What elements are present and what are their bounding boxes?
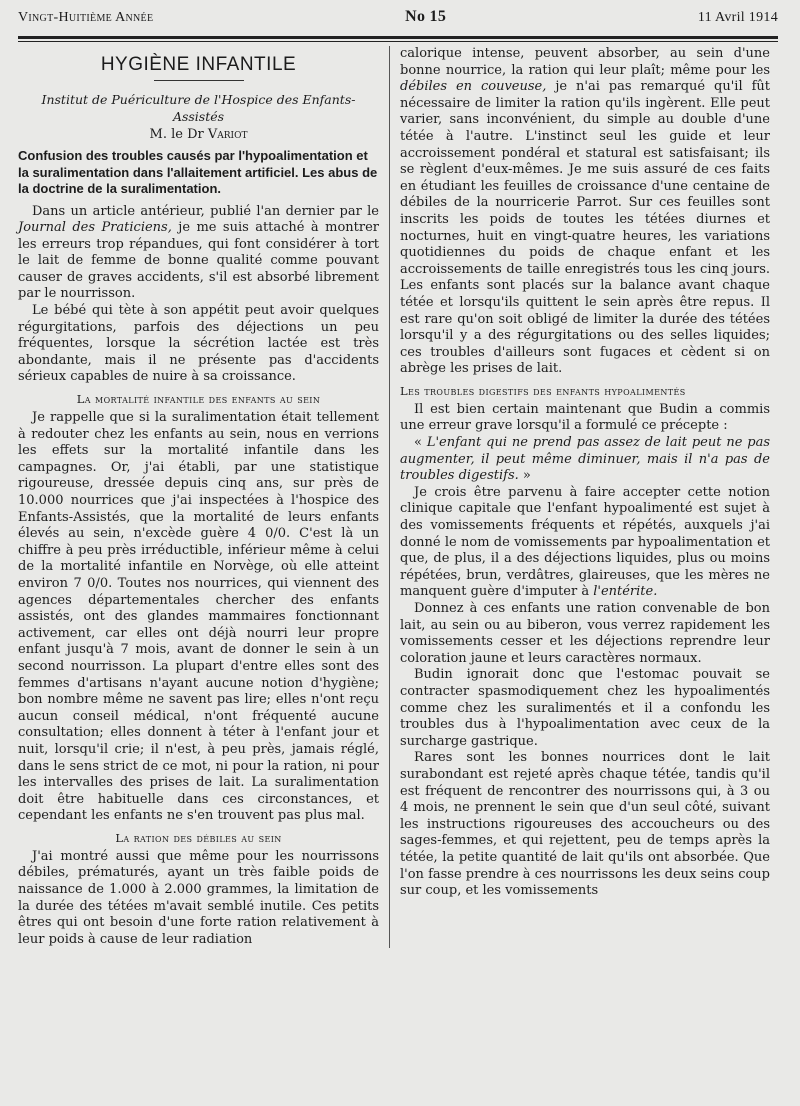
two-column-body: [18, 46, 778, 948]
subheading: La ration des débiles au sein: [115, 830, 282, 845]
journal-name: Journal des Praticiens,: [18, 220, 172, 236]
header-year: Vingt-Huitième Année: [18, 10, 154, 25]
header-rule: [18, 36, 778, 42]
article-title: Confusion des troubles causés par l'hypoalimentation et la suralimentation dans l'allaitement artificiel. Les abus de la doctrine de la suralimentation.: [18, 148, 378, 196]
paragraph: Rares sont les bonnes nourrices dont le lait surabondant est rejeté après chaque tétée, tandis qu'il est fréquent de rencontrer des nourrissons qui, à 3 ou 4 mois, ne prennent le sein que d'un seul côté, suivant les instructions rigoureuses des accoucheurs ou des sages-femmes, et qui rejettent, peu de temps après la tétée, la petite quantité de lait qu'ils ont absorbée. Que l'on fasse prendre à ces nourrissons les deux seins coup sur coup, et les vomissements: [400, 750, 770, 899]
right-column: [390, 46, 770, 948]
title-divider: [154, 80, 244, 81]
paragraph: Budin ignorait donc que l'estomac pouvait se contracter spasmodiquement chez les hypoalimentés comme chez les suralimentés et il a confondu les troubles dus à l'hypoalimentation avec ceux de la surcharge gastrique.: [400, 667, 770, 749]
subheading: La mortalité infantile des enfants au sein: [76, 392, 321, 407]
author-line: [18, 127, 379, 142]
running-header: [18, 8, 778, 34]
header-issue-number: No 15: [405, 8, 447, 25]
subheading: Les troubles digestifs des enfants hypoalimentés: [400, 383, 686, 398]
paragraph: Il est bien certain maintenant que Budin a commis une erreur grave lorsqu'il a formulé ce précepte :: [400, 401, 770, 434]
paragraph: J'ai montré aussi que même pour les nourrissons débiles, prématurés, ayant un très faible poids de naissance de 1.000 à 2.000 grammes, la limitation de la durée des tétées m'avait semblé inutile. Ces petits êtres qui ont besoin d'une forte ration relativement à leur poids à cause de leur radiation: [18, 848, 379, 947]
paragraph: calorique intense, peuvent absorber, au sein d'une bonne nourrice, la ration qui leur plaît; même pour les débiles en couveuse, je n'ai pas remarqué qu'il fût nécessaire de limiter la ration qu'ils ingèrent. Elle peut varier, sans inconvénient, du simple au double d'une tétée à l'autre. L'instinct seul les guide et leur accroissement pondéral et statural est satisfaisant; ils se règlent d'eux-mêmes. Je me suis assuré de ces faits en étudiant les feuilles de croissance d'une centaine de débiles de la nourricerie Parrot. Sur ces feuilles sont inscrits les poids de toutes les tétées diurnes et nocturnes, huit en vingt-quatre heures, les variations quotidiennes du poids de chaque enfant et les accroissements de taille enregistrés tous les cinq jours. Les enfants sont placés sur la balance avant chaque tétée et lorsqu'ils quittent le sein après être repus. Il est rare qu'on soit obligé de limiter la durée des tétées lorsqu'il y a des régurgitations ou des selles liquides; ces troubles d'ailleurs sont fugaces et cèdent si on abrège les prises de lait.: [400, 46, 770, 377]
paragraph: Donnez à ces enfants une ration convenable de bon lait, au sein ou au biberon, vous verrez rapidement les vomissements cesser et les déjections reprendre leur coloration jaune et leurs caractères normaux.: [400, 601, 770, 666]
left-column: [18, 46, 390, 948]
section-title: HYGIÈNE INFANTILE: [100, 54, 297, 75]
paragraph: Je rappelle que si la suralimentation était tellement à redouter chez les enfants au sein, nous en verrions les effets sur la mortalité infantile dans les campagnes. Or, j'ai établi, par une statistique rigoureuse, dressée depuis cinq ans, sur près de 10.000 nourrices que j'ai inspectées à l'hospice des Enfants-Assistés, que la mortalité de leurs enfants élevés au sein, n'excède guère 4 0/0. C'est là un chiffre à peu près irréductible, inférieur même à celui de la mortalité infantile en Norvège, où elle atteint environ 7 0/0. Toutes nos nourrices, qui viennent des agences départementales chercher des enfants assistés, ont des glandes mammaires fonctionnant activement, car elles ont déjà nourri leur propre enfant jusqu'à 7 mois, avant de donner le sein à un second nourrisson. La plupart d'entre elles sont des femmes d'artisans n'ayant aucune notion d'hygiène; bon nombre même ne savent pas lire; elles n'ont reçu aucun conseil médical, n'ont fréquenté aucune consultation; elles donnent à téter à l'enfant jour et nuit, lorsqu'il crie; il n'est, à peu près, jamais réglé, dans le sens strict de ce mot, ni pour la ration, ni pour les intervalles des prises de lait. La suralimentation doit être habituelle dans ces circonstances, et cependant les enfants ne s'en trouvent pas plus mal.: [18, 410, 379, 824]
header-date: 11 Avril 1914: [697, 10, 778, 25]
paragraph: Je crois être parvenu à faire accepter cette notion clinique capitale que l'enfant hypoalimenté est sujet à des vomissements fréquents et répétés, auxquels j'ai donné le nom de vomissements par hypoalimentation et que, de plus, il a des déjections liquides, plus ou moins répétées, brun, verdâtres, glaireuses, que les mères ne manquent guère d'imputer à l'entérite.: [400, 484, 770, 600]
emphasis: l'entérite.: [593, 584, 658, 600]
emphasis: débiles en couveuse,: [400, 79, 547, 95]
author-prefix: M. le Dr: [149, 127, 204, 142]
budin-quote: « L'enfant qui ne prend pas assez de lait peut ne pas augmenter, il peut même diminuer, mais il n'a pas de troubles digestifs. »: [400, 435, 771, 484]
author-name: Variot: [207, 127, 248, 142]
institute-line: Institut de Puériculture de l'Hospice des Enfants-Assistés: [41, 92, 356, 124]
paragraph: Le bébé qui tète à son appétit peut avoir quelques régurgitations, parfois des déjections un peu fréquentes, lorsque la sécrétion lactée est très abondante, mais il ne présente pas d'accidents sérieux capables de nuire à sa croissance.: [18, 303, 379, 385]
paragraph: Dans un article antérieur, publié l'an dernier par le Journal des Praticiens, je me suis attaché à montrer les erreurs trop répandues, qui font considérer à tort le lait de femme de bonne qualité comme pouvant causer de graves accidents, s'il est absorbé librement par le nourrisson.: [18, 203, 379, 302]
